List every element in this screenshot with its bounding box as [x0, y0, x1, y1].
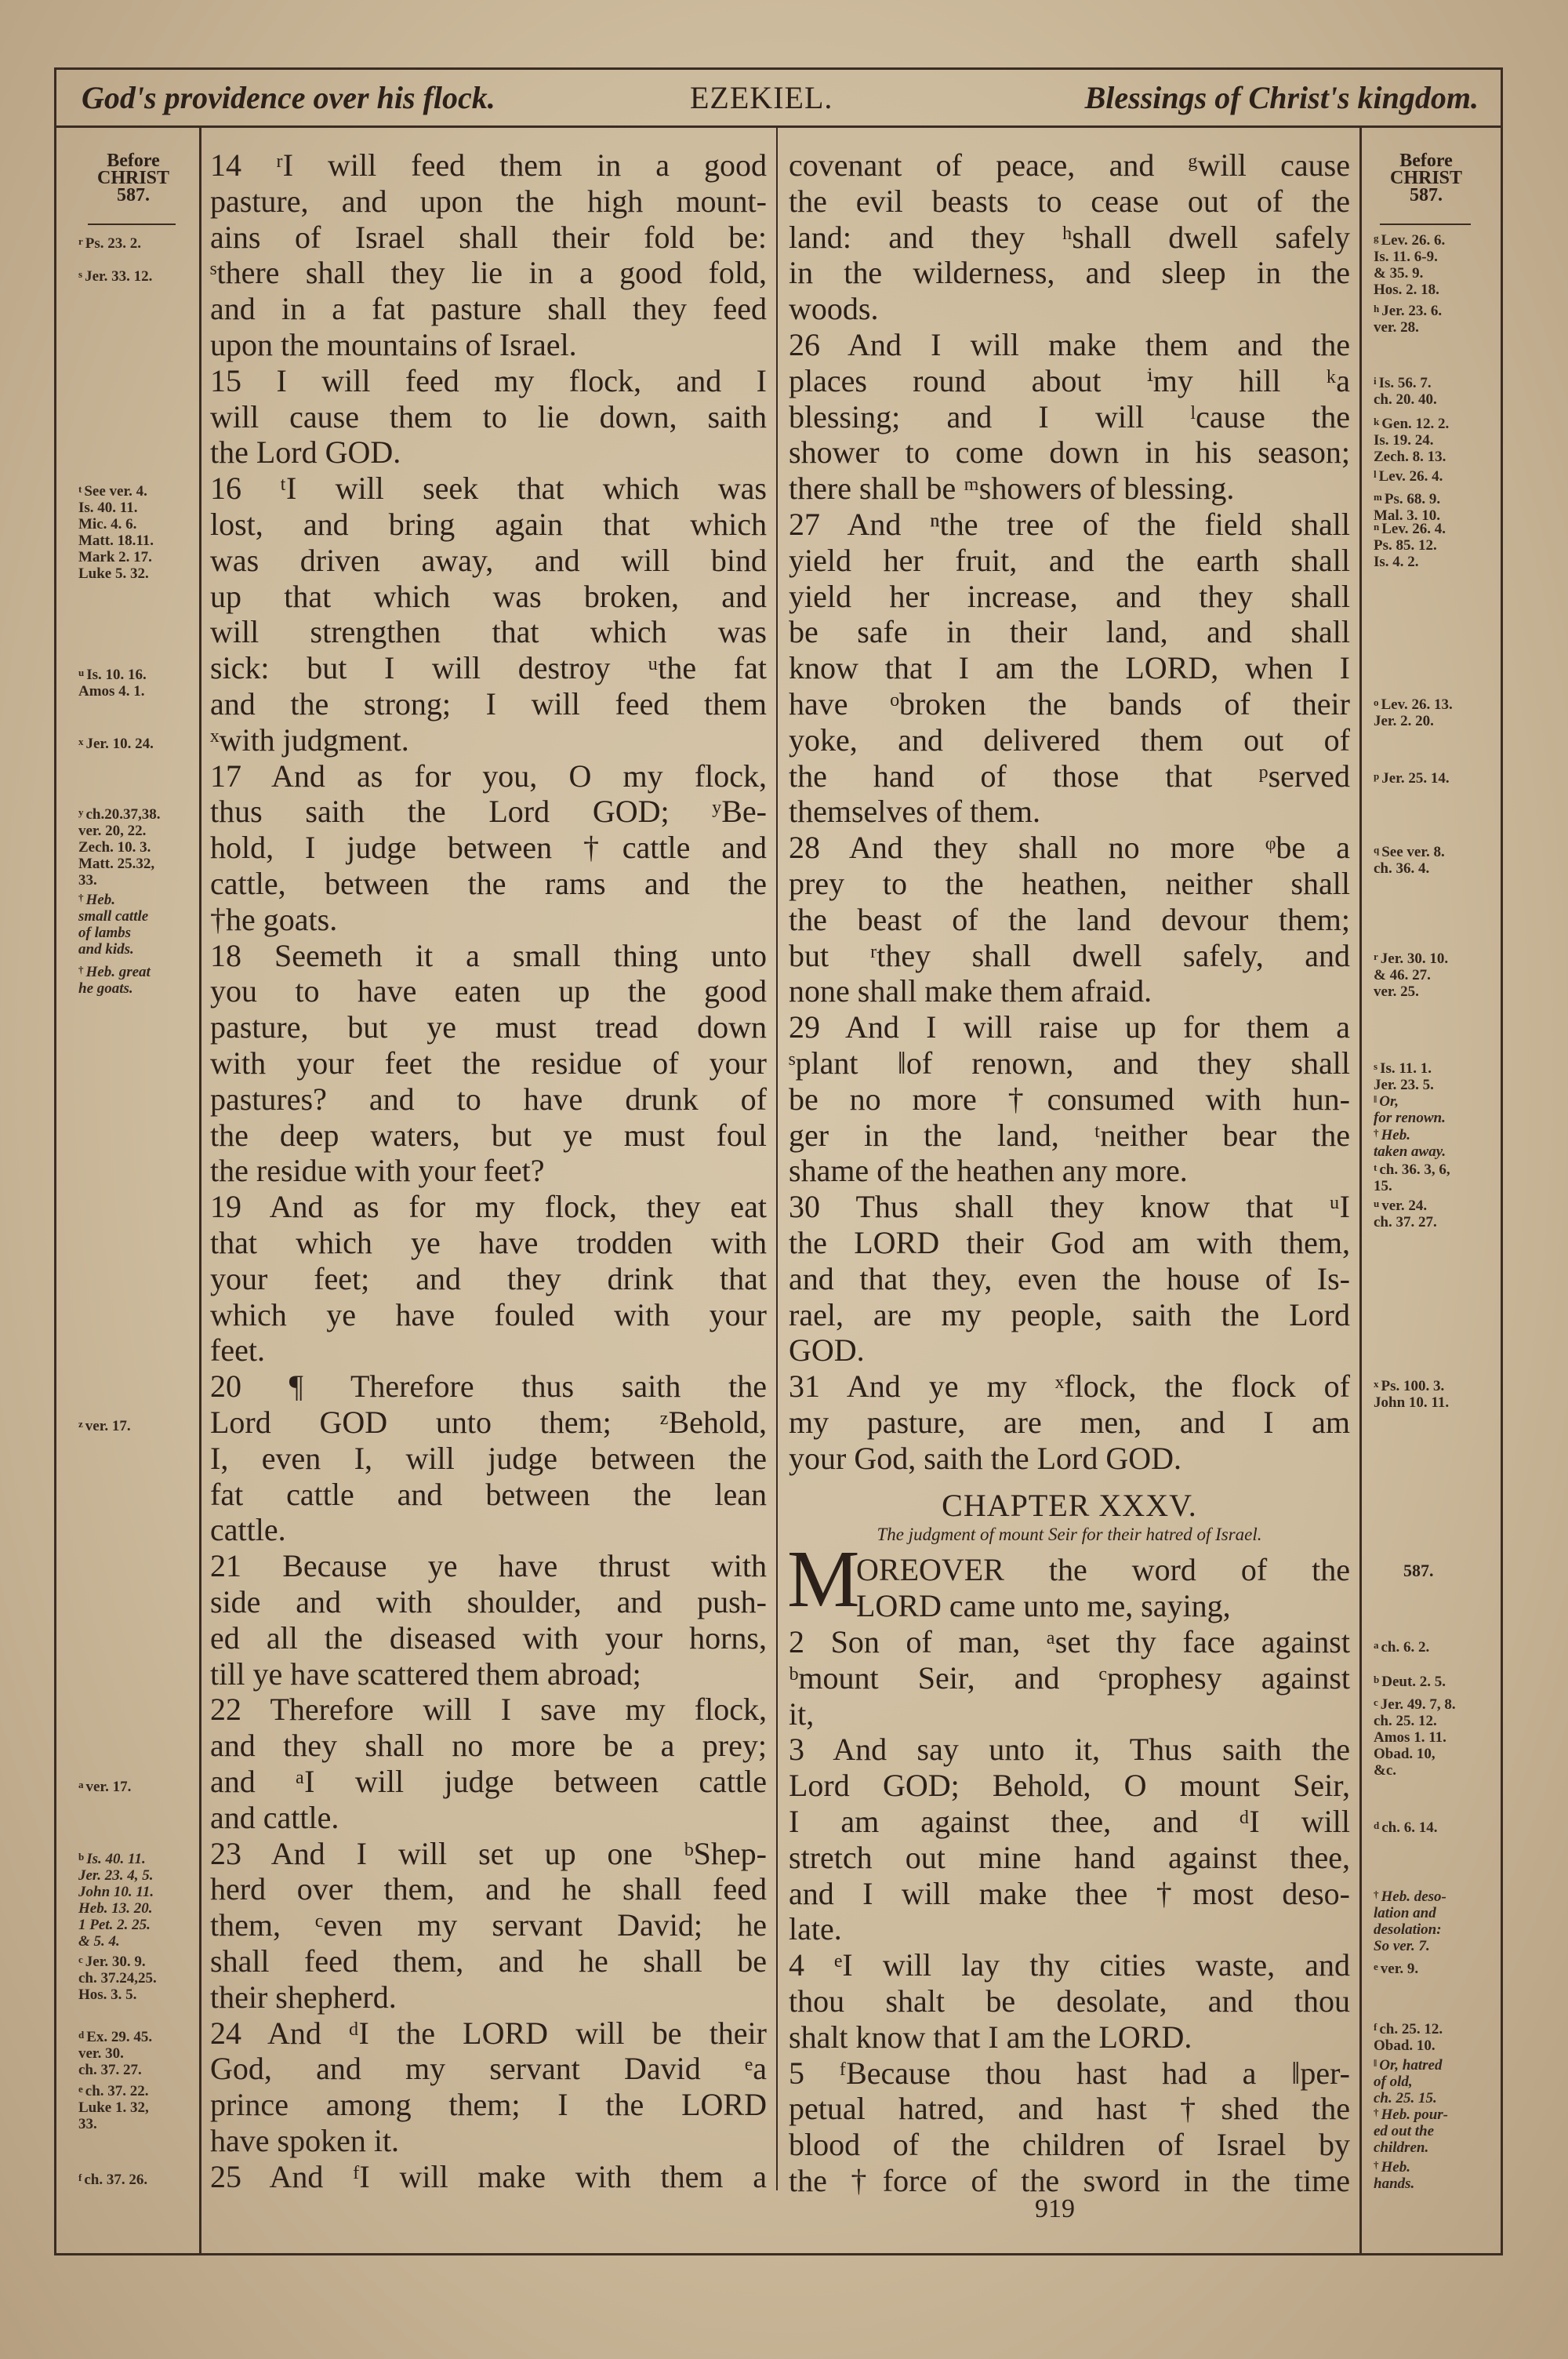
margin-note — [1374, 2019, 1443, 2054]
note-text: ch. 37. 22. Luke 1. 32, 33. — [78, 2082, 149, 2132]
margin-note — [1374, 1058, 1434, 1093]
note-mark: t — [78, 483, 82, 496]
text-line: 17 And as for you, O my flock, — [210, 758, 767, 794]
text-line: herd over them, and he shall feed — [210, 1871, 767, 1907]
text-line: pasture, but ye must tread down — [210, 1009, 767, 1045]
margin-note — [1374, 466, 1443, 485]
margin-note — [78, 1416, 131, 1434]
text-line: till ye have scattered them abroad; — [210, 1656, 641, 1692]
right-year-rule — [1380, 224, 1471, 225]
note-mark: d — [1374, 1819, 1380, 1832]
text-line: my pasture, are men, and I am — [789, 1405, 1350, 1440]
note-mark: x — [1374, 1377, 1379, 1390]
header-rule — [54, 125, 1503, 128]
running-head-right: Blessings of Christ's kingdom. — [1084, 80, 1479, 115]
margin-note — [1374, 694, 1453, 729]
margin-note — [1374, 1886, 1446, 1954]
text-line: cattle, between the rams and the — [210, 866, 767, 901]
margin-note — [78, 733, 154, 752]
text-line: which ye have fouled with your — [210, 1296, 767, 1332]
text-line: be no more †consumed with hun- — [789, 1081, 1350, 1117]
note-text: ch. 37. 26. — [84, 2171, 148, 2188]
note-text: Heb. small cattle of lambs and kids. — [78, 892, 149, 958]
text-line: rael, are my people, saith the Lord — [789, 1296, 1350, 1332]
text-line: with your feet the residue of your — [210, 1045, 767, 1081]
note-mark: s — [78, 267, 83, 280]
note-text: Heb. taken away. — [1374, 1126, 1446, 1160]
text-line: GOD. — [789, 1332, 865, 1369]
text-line: pastures? and to have drunk of — [210, 1081, 767, 1117]
text-line: 22 Therefore will I save my flock, — [210, 1692, 767, 1728]
note-mark: ‖ — [1374, 2057, 1377, 2070]
text-line: ˢplant ‖of renown, and they shall — [789, 1045, 1350, 1081]
note-mark: h — [1374, 302, 1380, 314]
note-mark: o — [1374, 696, 1379, 709]
text-line: the evil beasts to cease out of the — [789, 183, 1350, 219]
margin-note — [78, 2026, 152, 2078]
note-text: Ps. 23. 2. — [85, 234, 142, 252]
margin-note — [1374, 230, 1445, 298]
text-line: shower to come down in his season; — [789, 434, 1350, 471]
text-line: ˢthere shall they lie in a good fold, — [210, 255, 767, 291]
text-line: 23 And I will set up one ᵇShep- — [210, 1835, 767, 1871]
margin-note — [1374, 373, 1437, 408]
page-number: 919 — [1035, 2194, 1075, 2223]
text-line: the deep waters, but ye must foul — [210, 1117, 767, 1153]
text-line: 15 I will feed my flock, and I — [210, 362, 767, 398]
text-line: 25 And ᶠI will make with them a — [210, 2158, 767, 2194]
text-line: God, and my servant David ᵉa — [210, 2051, 767, 2087]
text-line: woods. — [789, 291, 879, 327]
left-year-rule — [88, 224, 176, 225]
text-line: 21 Because ye have thrust with — [210, 1548, 767, 1584]
text-line: feet. — [210, 1332, 265, 1369]
text-line: and the strong; I will feed them — [210, 686, 767, 722]
margin-note — [1374, 1376, 1449, 1411]
text-line: yield her fruit, and the earth shall — [789, 542, 1350, 578]
margin-note — [1374, 1091, 1446, 1126]
note-text: Jer. 33. 12. — [85, 267, 153, 285]
text-line: your feet; and they drink that — [210, 1260, 767, 1296]
chapter-heading: CHAPTER XXXV. — [942, 1488, 1197, 1523]
note-text: ch. 6. 2. — [1381, 1639, 1430, 1656]
note-text: ch. 25. 12. Obad. 10. — [1374, 2021, 1443, 2055]
margin-note — [78, 481, 154, 582]
text-line: †he goats. — [210, 901, 338, 937]
text-line: fat cattle and between the lean — [210, 1476, 767, 1512]
margin-note — [78, 266, 152, 285]
note-mark: l — [1374, 467, 1377, 480]
note-text: Is. 56. 7. ch. 20. 40. — [1374, 375, 1437, 408]
text-line: the LORD their God am with them, — [789, 1225, 1350, 1260]
text-line: the hand of those that ᵖserved — [789, 758, 1350, 794]
text-line: and in a fat pasture shall they feed — [210, 291, 767, 327]
margin-note — [78, 2081, 149, 2132]
margin-note — [78, 1848, 154, 1950]
text-line: ger in the land, ᵗneither bear the — [789, 1117, 1350, 1153]
margin-note — [1374, 2055, 1442, 2106]
text-line: I, even I, will judge between the — [210, 1440, 767, 1476]
text-line: 3 And say unto it, Thus saith the — [789, 1732, 1350, 1768]
note-text: Is. 40. 11. Jer. 23. 4, 5. John 10. 11. Heb. 13. 20. 1 Pet. 2. 25. & 5. 4. — [78, 1851, 154, 1950]
note-text: Ex. 29. 45. ver. 30. ch. 37. 27. — [78, 2028, 153, 2078]
before-christ-left: Before CHRIST 587. — [96, 151, 170, 205]
text-line: 29 And I will raise up for them a — [789, 1009, 1350, 1045]
text-line: 4 ᵉI will lay thy cities waste, and — [789, 1947, 1350, 1983]
text-line: yield her increase, and they shall — [789, 578, 1350, 614]
text-line: side and with shoulder, and push- — [210, 1584, 767, 1619]
text-line: them, ᶜeven my servant David; he — [210, 1907, 767, 1943]
text-line: shall feed them, and he shall be — [210, 1943, 767, 1979]
note-mark: † — [1374, 2106, 1379, 2119]
note-mark: c — [78, 1953, 83, 1965]
text-line: the Lord GOD. — [210, 434, 401, 471]
note-text: See ver. 4. Is. 40. 11. Mic. 4. 6. Matt. 18.11. Mark 2. 17. Luke 5. 32. — [78, 483, 154, 583]
margin-note — [78, 2169, 147, 2188]
note-text: Heb. deso- lation and desolation: So ver. 7. — [1374, 1888, 1446, 1955]
text-line: and that they, even the house of Is- — [789, 1260, 1350, 1296]
running-head-left: God's providence over his flock. — [82, 80, 495, 115]
note-mark: ‖ — [1374, 1093, 1377, 1106]
note-mark: a — [78, 1779, 84, 1791]
margin-note — [1374, 768, 1450, 787]
note-mark: q — [1374, 844, 1380, 856]
margin-note — [78, 1951, 157, 2003]
text-line: ed all the diseased with your horns, — [210, 1619, 767, 1656]
chapter-summary: The judgment of mount Seir for their hatred of Israel. — [877, 1525, 1262, 1544]
note-mark: x — [78, 736, 84, 748]
note-mark: p — [1374, 770, 1380, 783]
text-line: yoke, and delivered them out of — [789, 722, 1350, 758]
text-line: I am against thee, and ᵈI will — [789, 1804, 1350, 1839]
drop-cap: M — [787, 1534, 860, 1624]
text-line: 2 Son of man, ᵃset thy face against — [789, 1624, 1350, 1659]
note-text: Jer. 25. 14. — [1381, 770, 1450, 787]
note-mark: u — [78, 666, 85, 678]
text-line: you to have eaten up the good — [210, 973, 767, 1009]
margin-note — [1374, 413, 1449, 465]
note-text: Lev. 26. 4. — [1378, 467, 1443, 485]
margin-note — [78, 664, 147, 700]
note-mark: y — [78, 806, 84, 819]
note-text: Heb. hands. — [1374, 2159, 1415, 2193]
note-mark: f — [1374, 2021, 1377, 2034]
text-line: shalt know that I am the LORD. — [789, 2019, 1192, 2055]
note-mark: i — [1374, 375, 1377, 387]
text-line: the †force of the sword in the time — [789, 2163, 1350, 2198]
text-line: the beast of the land devour them; — [789, 901, 1350, 937]
note-text: Lev. 26. 6. Is. 11. 6-9. & 35. 9. Hos. 2. 18. — [1374, 231, 1446, 298]
text-line: have spoken it. — [210, 2123, 400, 2158]
text-line: the residue with your feet? — [210, 1153, 545, 1189]
note-mark: r — [78, 234, 83, 247]
book-title: EZEKIEL. — [690, 80, 833, 115]
note-text: Gen. 12. 2. Is. 19. 24. Zech. 8. 13. — [1374, 415, 1450, 465]
margin-note — [78, 889, 148, 958]
left-margin-divider — [199, 128, 201, 2255]
text-line: and cattle. — [210, 1799, 339, 1835]
note-text: Is. 11. 1. Jer. 23. 5. — [1374, 1060, 1434, 1094]
note-text: ver. 17. — [85, 1418, 131, 1435]
text-line: and ᵃI will judge between cattle — [210, 1764, 767, 1799]
text-line: have ᵒbroken the bands of their — [789, 686, 1350, 722]
text-line: hold, I judge between †cattle and — [210, 830, 767, 866]
text-line: LORD came unto me, saying, — [856, 1588, 1231, 1623]
text-line: and I will make thee †most deso- — [789, 1875, 1350, 1911]
margin-note — [1374, 1671, 1446, 1690]
margin-note — [1374, 300, 1442, 336]
text-line: upon the mountains of Israel. — [210, 327, 577, 362]
note-mark: c — [1374, 1696, 1378, 1709]
note-mark: d — [78, 2028, 85, 2041]
text-line: shame of the heathen any more. — [789, 1153, 1188, 1189]
text-line: covenant of peace, and ᵍwill cause — [789, 147, 1350, 183]
text-line: thus saith the Lord GOD; ʸBe- — [210, 794, 767, 830]
text-line: Lord GOD unto them; ᶻBehold, — [210, 1405, 767, 1440]
text-line: 19 And as for my flock, they eat — [210, 1189, 767, 1225]
note-mark: † — [78, 964, 84, 976]
note-mark: † — [1374, 2159, 1379, 2172]
text-line: and they shall no more be a prey; — [210, 1728, 767, 1764]
text-line: in the wilderness, and sleep in the — [789, 255, 1350, 291]
margin-note — [78, 961, 151, 997]
text-line: be safe in their land, and shall — [789, 614, 1350, 650]
margin-note — [1374, 948, 1448, 1000]
text-line: OREOVER the word of the — [856, 1552, 1350, 1587]
text-line: themselves of them. — [789, 794, 1041, 830]
text-line: late. — [789, 1911, 842, 1947]
note-mark: g — [1374, 231, 1379, 244]
note-text: Is. 10. 16. Amos 4. 1. — [78, 666, 147, 700]
text-line: 28 And they shall no more ᵠbe a — [789, 830, 1350, 866]
note-text: Heb. pour- ed out the children. — [1374, 2106, 1448, 2157]
text-line: their shepherd. — [210, 1979, 397, 2015]
note-mark: f — [78, 2171, 82, 2183]
text-line: up that which was broken, and — [210, 578, 767, 614]
text-line: that which ye have trodden with — [210, 1225, 767, 1260]
text-line: cattle. — [210, 1512, 286, 1548]
text-line: sick: but I will destroy ᵘthe fat — [210, 650, 767, 686]
text-line: stretch out mine hand against thee, — [789, 1839, 1350, 1875]
note-text: ch. 6. 14. — [1381, 1819, 1438, 1837]
note-text: Or, for renown. — [1374, 1093, 1446, 1127]
text-line: prey to the heathen, neither shall — [789, 866, 1350, 901]
note-text: See ver. 8. ch. 36. 4. — [1374, 844, 1445, 878]
note-text: Ps. 100. 3. John 10. 11. — [1374, 1377, 1450, 1411]
text-line: thou shalt be desolate, and thou — [789, 1983, 1350, 2019]
note-mark: † — [78, 892, 84, 904]
margin-note — [1374, 1694, 1456, 1779]
text-line: there shall be ᵐshowers of blessing. — [789, 471, 1235, 507]
text-line: 5 ᶠBecause thou hast had a ‖per- — [789, 2055, 1350, 2091]
note-mark: † — [1374, 1126, 1379, 1139]
note-mark: b — [78, 1851, 85, 1863]
text-line: ains of Israel shall their fold be: — [210, 219, 767, 255]
text-line: know that I am the LORD, when I — [789, 650, 1350, 686]
note-text: Ps. 68. 9. Mal. 3. 10. — [1374, 490, 1441, 524]
note-text: Jer. 30. 10. & 46. 27. ver. 25. — [1374, 951, 1449, 1001]
margin-note — [1374, 1195, 1437, 1230]
note-mark: a — [1374, 1639, 1379, 1652]
note-text: Deut. 2. 5. — [1381, 1674, 1446, 1691]
margin-note — [1374, 1125, 1446, 1160]
column-divider — [776, 128, 778, 2190]
text-line: lost, and bring again that which — [210, 507, 767, 542]
margin-note — [1374, 2104, 1448, 2156]
note-mark: b — [1374, 1674, 1380, 1686]
note-mark: t — [1374, 1161, 1377, 1173]
margin-note — [1374, 1159, 1450, 1194]
text-line: places round about ⁱmy hill ᵏa — [789, 362, 1350, 398]
note-mark: e — [78, 2082, 83, 2095]
text-line: 30 Thus shall they know that ᵘI — [789, 1189, 1350, 1225]
text-line: none shall make them afraid. — [789, 973, 1152, 1009]
note-mark: † — [1374, 1888, 1379, 1901]
text-line: ˣwith judgment. — [210, 722, 409, 758]
note-mark: m — [1374, 490, 1382, 503]
text-line: your God, saith the Lord GOD. — [789, 1440, 1182, 1476]
note-text: Heb. great he goats. — [78, 964, 151, 998]
text-line: Lord GOD; Behold, O mount Seir, — [789, 1768, 1350, 1804]
text-line: will strengthen that which was — [210, 614, 767, 650]
margin-note — [78, 233, 141, 252]
right-margin-divider — [1359, 128, 1362, 2255]
margin-note — [1374, 1958, 1418, 1977]
margin-note — [78, 1776, 131, 1795]
text-line: blood of the children of Israel by — [789, 2127, 1350, 2163]
note-text: ch. 36. 3, 6, 15. — [1374, 1161, 1450, 1194]
note-text: Jer. 23. 6. ver. 28. — [1374, 302, 1443, 336]
note-text: Jer. 49. 7, 8. ch. 25. 12. Amos 1. 11. Obad. 10, &c. — [1374, 1696, 1456, 1779]
text-line: blessing; and I will ˡcause the — [789, 398, 1350, 434]
note-mark: u — [1374, 1197, 1380, 1209]
margin-note — [1374, 2157, 1414, 2192]
text-line: prince among them; I the LORD — [210, 2087, 767, 2123]
note-text: ver. 17. — [85, 1779, 132, 1796]
text-line: 31 And ye my ˣflock, the flock of — [789, 1369, 1350, 1405]
note-text: Lev. 26. 13. Jer. 2. 20. — [1374, 696, 1453, 730]
text-line: but ʳthey shall dwell safely, and — [789, 937, 1350, 973]
note-mark: k — [1374, 415, 1380, 427]
note-mark: s — [1374, 1060, 1378, 1073]
note-text: Jer. 10. 24. — [85, 736, 154, 753]
note-text: Or, hatred of old, ch. 25. 15. — [1374, 2057, 1443, 2107]
margin-note — [1374, 841, 1445, 877]
text-line: petual hatred, and hast †shed the — [789, 2091, 1350, 2127]
margin-note — [1374, 1637, 1429, 1656]
text-line: pasture, and upon the high mount- — [210, 183, 767, 219]
text-line: 24 And ᵈI the LORD will be their — [210, 2015, 767, 2051]
margin-year: 587. — [1403, 1561, 1434, 1580]
note-mark: n — [1374, 520, 1380, 533]
note-mark: z — [78, 1418, 83, 1430]
before-christ-right: Before CHRIST 587. — [1389, 151, 1463, 205]
text-line: 18 Seemeth it a small thing unto — [210, 937, 767, 973]
margin-note — [1374, 518, 1446, 570]
text-line: land: and they ʰshall dwell safely — [789, 219, 1350, 255]
text-line: 26 And I will make them and the — [789, 327, 1350, 362]
text-line: was driven away, and will bind — [210, 542, 767, 578]
margin-note — [1374, 1817, 1437, 1836]
note-text: ch.20.37,38. ver. 20, 22. Zech. 10. 3. Matt. 25.32, 33. — [78, 806, 161, 889]
text-line: 27 And ⁿthe tree of the field shall — [789, 507, 1350, 542]
note-mark: r — [1374, 951, 1378, 963]
text-line: 16 ᵗI will seek that which was — [210, 471, 767, 507]
note-text: Jer. 30. 9. ch. 37.24,25. Hos. 3. 5. — [78, 1953, 157, 2003]
text-line: ᵇmount Seir, and ᶜprophesy against — [789, 1659, 1350, 1696]
margin-note — [78, 804, 161, 889]
note-mark: e — [1374, 1961, 1378, 1973]
text-line: 20 ¶ Therefore thus saith the — [210, 1369, 767, 1405]
note-text: ver. 9. — [1380, 1961, 1419, 1978]
note-text: Lev. 26. 4. Ps. 85. 12. Is. 4. 2. — [1374, 520, 1446, 570]
text-line: it, — [789, 1696, 815, 1732]
text-line: 14 ʳI will feed them in a good — [210, 147, 767, 183]
note-text: ver. 24. ch. 37. 27. — [1374, 1197, 1437, 1230]
text-line: will cause them to lie down, saith — [210, 398, 767, 434]
